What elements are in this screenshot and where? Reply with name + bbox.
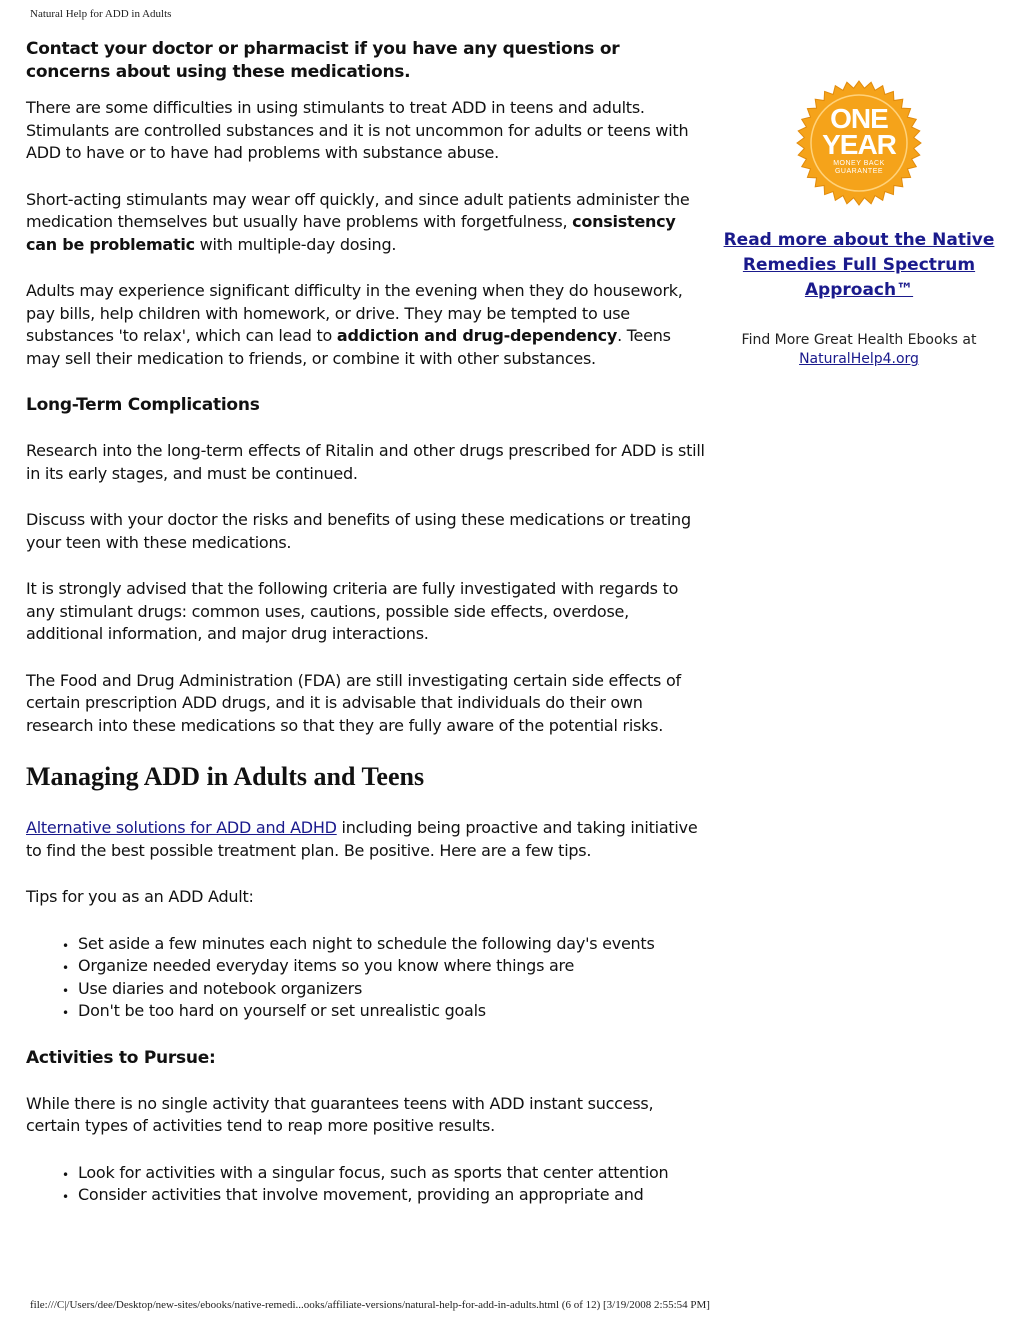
paragraph-fda: The Food and Drug Administration (FDA) are still investigating certain side effects of certain prescription ADD drugs, and it is advisable that individuals do their own research into these medications so that they are fully aware of the potential risks.: [26, 670, 681, 735]
activities-list: [26, 1162, 706, 1207]
list-item: • Look for activities with a singular focus, such as sports that center attention: [78, 1162, 706, 1185]
list-item: • Use diaries and notebook organizers: [78, 978, 706, 1001]
badge-line-one: ONE: [830, 103, 888, 134]
warning-text: Contact your doctor or pharmacist if you have any questions or concerns about using these medications.: [26, 39, 620, 82]
paragraph-research: Research into the long-term effects of Ritalin and other drugs prescribed for ADD is still in its early stages, and must be continued.: [26, 441, 705, 483]
badge-line-guarantee: GUARANTEE: [834, 168, 884, 175]
tips-list: [26, 933, 706, 1023]
emphasis-addiction: addiction and drug-dependency: [336, 326, 618, 345]
badge-text: [796, 80, 922, 206]
find-more-text: [718, 331, 1000, 369]
alternative-solutions-link[interactable]: Alternative solutions for ADD and ADHD: [26, 818, 337, 837]
heading-managing-add: Managing ADD in Adults and Teens: [26, 762, 425, 791]
find-more-label: Find More Great Health Ebooks at: [741, 332, 977, 348]
sidebar: [718, 80, 1000, 369]
naturalhelp4-link[interactable]: NaturalHelp4.org: [799, 351, 919, 367]
guarantee-badge-icon[interactable]: [796, 80, 922, 206]
paragraph-short-acting: [26, 189, 706, 257]
paragraph-stimulant-difficulties: There are some difficulties in using stimulants to treat ADD in teens and adults. Stimulants are controlled substances and it is not uncommon for adults or teens with ADD to have or to have had problems with substance abuse.: [26, 98, 689, 162]
paragraph-text: with multiple-day dosing.: [194, 234, 397, 254]
badge-line-year: YEAR: [822, 129, 896, 160]
list-item: • Organize needed everyday items so you know where things are: [78, 955, 706, 978]
paragraph-text: Short-acting stimulants may wear off quickly, and since adult patients administer the medication themselves but usually have problems with forgetfulness,: [26, 189, 690, 231]
paragraph-text: Adults may experience significant difficulty in the evening when they do housework, pay bills, help children with homework, or drive. They may be tempted to use substances 'to relax', which can lead to: [26, 281, 683, 345]
paragraph-text: . Teens may sell their medication to friends, or combine it with other substances.: [26, 326, 671, 368]
paragraph-activities-intro: While there is no single activity that guarantees teens with ADD instant success, certain types of activities tend to reap more positive results.: [26, 1093, 654, 1135]
main-content: [26, 38, 706, 1231]
paragraph-text: including being proactive and taking initiative to find the best possible treatment plan. Be positive. Here are a few tips.: [26, 818, 698, 860]
paragraph-alternative: [26, 817, 706, 862]
native-remedies-link[interactable]: Read more about the Native Remedies Full Spectrum Approach™: [723, 230, 995, 300]
paragraph-criteria: It is strongly advised that the following criteria are fully investigated with regards to any stimulant drugs: common uses, cautions, possible side effects, overdose, additional information, and major drug interactions.: [26, 579, 679, 643]
paragraph-discuss: Discuss with your doctor the risks and benefits of using these medications or treating your teen with these medications.: [26, 510, 691, 552]
paragraph-adults-evening: [26, 280, 706, 370]
tips-intro: Tips for you as an ADD Adult:: [26, 887, 254, 906]
heading-activities: Activities to Pursue:: [26, 1047, 216, 1068]
print-footer-url: file:///C|/Users/dee/Desktop/new-sites/ebooks/native-remedi...ooks/affiliate-versions/natural-help-for-add-in-adults.html (6 of 12) [3/19/2008 2:55:54 PM]: [30, 1299, 710, 1311]
list-item: • Consider activities that involve movement, providing an appropriate and: [78, 1184, 706, 1207]
emphasis-consistency: consistency can be problematic: [26, 212, 676, 254]
badge-line-money-back: MONEY BACK: [833, 160, 885, 167]
list-item: • Set aside a few minutes each night to schedule the following day's events: [78, 933, 706, 956]
print-header-title: Natural Help for ADD in Adults: [30, 8, 172, 20]
heading-long-term-complications: Long-Term Complications: [26, 395, 260, 415]
list-item: • Don't be too hard on yourself or set unrealistic goals: [78, 1000, 706, 1023]
